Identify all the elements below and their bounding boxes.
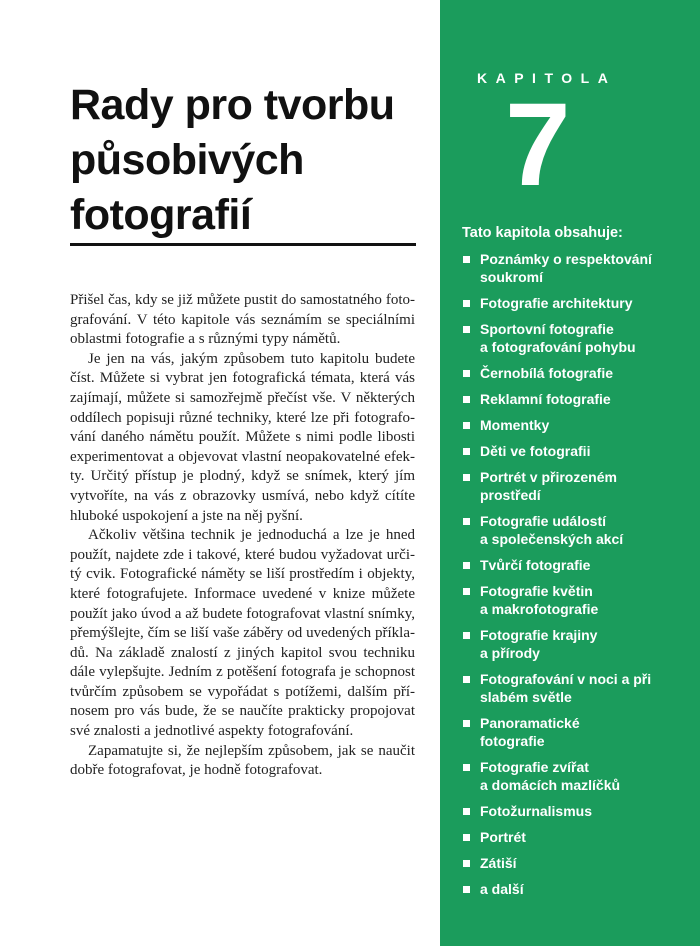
text-line: Přišel čas, kdy se již můžete pustit do samostatného foto- bbox=[70, 292, 415, 308]
contents-item-line: Momentky bbox=[480, 417, 550, 433]
contents-item-line: Fotografie květin bbox=[480, 583, 593, 599]
contents-item-line: Fotožurnalismus bbox=[480, 803, 593, 819]
contents-item bbox=[462, 714, 694, 750]
contents-item-line: fotografie bbox=[480, 733, 545, 749]
contents-item-line: a společenských akcí bbox=[480, 531, 624, 547]
contents-item-line: soukromí bbox=[480, 269, 544, 285]
paragraph bbox=[70, 526, 415, 742]
contents-item bbox=[462, 880, 694, 898]
contents-item-line: Tvůrčí fotografie bbox=[480, 557, 591, 573]
contents-heading: Tato kapitola obsahuje: bbox=[462, 225, 623, 241]
square-bullet-icon bbox=[463, 886, 470, 893]
text-line: Ačkoliv většina technik je jednoduchá a lze je hned bbox=[88, 527, 415, 544]
title-line: fotografií bbox=[70, 191, 252, 239]
contents-item bbox=[462, 320, 694, 356]
title-line: působivých bbox=[70, 136, 304, 184]
contents-item bbox=[462, 802, 694, 820]
square-bullet-icon bbox=[463, 370, 470, 377]
contents-list bbox=[462, 250, 694, 906]
text-line: číst. Můžete si vybrat jen fotografická témata, která vás bbox=[70, 370, 415, 387]
contents-item bbox=[462, 512, 694, 548]
square-bullet-icon bbox=[463, 720, 470, 727]
contents-item-line: a domácích mazlíčků bbox=[480, 777, 621, 793]
text-line: které fotografujete. Informace uvedené v knize můžete bbox=[70, 585, 415, 602]
text-line: tý cvik. Fotografické náměty se liší prostředím i objekty, bbox=[70, 566, 415, 583]
text-line: vytvoříte, na vás z obrazovky usmívá, nebo když cítíte bbox=[70, 487, 415, 504]
contents-item bbox=[462, 442, 694, 460]
contents-item bbox=[462, 758, 694, 794]
contents-item bbox=[462, 626, 694, 662]
contents-item-line: Děti ve fotografii bbox=[480, 443, 591, 459]
square-bullet-icon bbox=[463, 326, 470, 333]
contents-item bbox=[462, 556, 694, 574]
chapter-label: KAPITOLA bbox=[477, 70, 617, 86]
square-bullet-icon bbox=[463, 396, 470, 403]
contents-item-line: Fotografie krajiny bbox=[480, 627, 598, 643]
contents-item-line: Portrét v přirozeném bbox=[480, 469, 617, 485]
text-line: experimentovat a objevovat vlastní neopakovatelné efek- bbox=[70, 448, 415, 465]
text-line: ty. Určitý přístup je plodný, když se snímek, který jím bbox=[70, 468, 415, 485]
contents-item bbox=[462, 364, 694, 382]
contents-item-line: Fotografie architektury bbox=[480, 295, 633, 311]
square-bullet-icon bbox=[463, 518, 470, 525]
text-line: použít, najdete zde i takové, které budou vyžadovat urči- bbox=[70, 546, 415, 563]
body-text bbox=[70, 291, 415, 781]
paragraph bbox=[70, 742, 415, 781]
contents-item-line: Fotografie zvířat bbox=[480, 759, 589, 775]
text-line: dobře fotografovat, je hodně fotografovat. bbox=[70, 762, 323, 779]
contents-item-line: Portrét bbox=[480, 829, 526, 845]
contents-item-line: Zátiší bbox=[480, 855, 517, 871]
contents-item bbox=[462, 250, 694, 286]
text-line: dů. Na základě znalostí z jiných kapitol svou techniku bbox=[70, 644, 415, 661]
title-line: Rady pro tvorbu bbox=[70, 81, 395, 129]
text-line: Zapamatujte si, že nejlepším způsobem, jak se naučit bbox=[88, 742, 415, 759]
contents-item-line: slabém světle bbox=[480, 689, 572, 705]
square-bullet-icon bbox=[463, 562, 470, 569]
contents-item bbox=[462, 854, 694, 872]
contents-item-line: Panoramatické bbox=[480, 715, 580, 731]
contents-item-line: Fotografování v noci a při bbox=[480, 671, 652, 687]
square-bullet-icon bbox=[463, 448, 470, 455]
text-line: tvůrčím způsobem se vypořádat s potížemi, dalším pří- bbox=[70, 683, 415, 700]
square-bullet-icon bbox=[463, 632, 470, 639]
contents-item-line: a další bbox=[480, 881, 524, 897]
contents-item-line: a makrofotografie bbox=[480, 601, 599, 617]
text-line: Je jen na vás, jakým způsobem tuto kapitolu budete bbox=[88, 350, 415, 367]
contents-item bbox=[462, 582, 694, 618]
contents-item-line: a fotografování pohybu bbox=[480, 339, 636, 355]
contents-item-line: a přírody bbox=[480, 645, 540, 661]
text-line: oddílech popisuji různé techniky, které lze při fotografo- bbox=[70, 409, 415, 426]
square-bullet-icon bbox=[463, 764, 470, 771]
square-bullet-icon bbox=[463, 676, 470, 683]
contents-item-line: Fotografie událostí bbox=[480, 513, 606, 529]
paragraph bbox=[70, 291, 415, 350]
text-line: své znalosti a jednotlivé aspekty fotografování. bbox=[70, 723, 354, 740]
contents-item-line: Poznámky o respektování bbox=[480, 251, 652, 267]
square-bullet-icon bbox=[463, 474, 470, 481]
contents-item bbox=[462, 294, 694, 312]
square-bullet-icon bbox=[463, 588, 470, 595]
text-line: použít jako úvod a až budete fotografovat vlastní snímky, bbox=[70, 605, 415, 622]
text-line: hluboké uspokojení a jste na něj pyšní. bbox=[70, 507, 303, 524]
paragraph bbox=[70, 350, 415, 526]
square-bullet-icon bbox=[463, 422, 470, 429]
contents-item-line: Sportovní fotografie bbox=[480, 321, 614, 337]
contents-item bbox=[462, 468, 694, 504]
text-line: oblastmi fotografie a s různými typy námětů. bbox=[70, 331, 341, 348]
text-line: nosem pro vás bude, že se naučíte prakticky propojovat bbox=[70, 703, 415, 720]
contents-item bbox=[462, 670, 694, 706]
contents-item-line: Reklamní fotografie bbox=[480, 391, 611, 407]
square-bullet-icon bbox=[463, 834, 470, 841]
chapter-sidebar bbox=[440, 0, 700, 946]
square-bullet-icon bbox=[463, 808, 470, 815]
contents-item-line: prostředí bbox=[480, 487, 541, 503]
text-line: grafování. V této kapitole vás seznámím se speciálními bbox=[70, 311, 415, 328]
text-line: zajímají, můžete si samozřejmě přečíst vše. V některých bbox=[70, 389, 415, 406]
contents-item-line: Černobílá fotografie bbox=[480, 365, 614, 381]
text-line: dále vylepšujte. Jedním z potěšení fotografa je schopnost bbox=[70, 664, 415, 681]
contents-item bbox=[462, 416, 694, 434]
contents-item bbox=[462, 828, 694, 846]
square-bullet-icon bbox=[463, 860, 470, 867]
chapter-title bbox=[70, 78, 420, 243]
text-line: přemýšlejte, čím se liší vaše záběry od uvedených příkla- bbox=[70, 625, 415, 642]
square-bullet-icon bbox=[463, 300, 470, 307]
text-line: vání daného námětu použít. Můžete s nimi podle libosti bbox=[70, 429, 415, 446]
chapter-number: 7 bbox=[505, 79, 571, 211]
square-bullet-icon bbox=[463, 256, 470, 263]
title-rule bbox=[70, 243, 416, 246]
contents-item bbox=[462, 390, 694, 408]
